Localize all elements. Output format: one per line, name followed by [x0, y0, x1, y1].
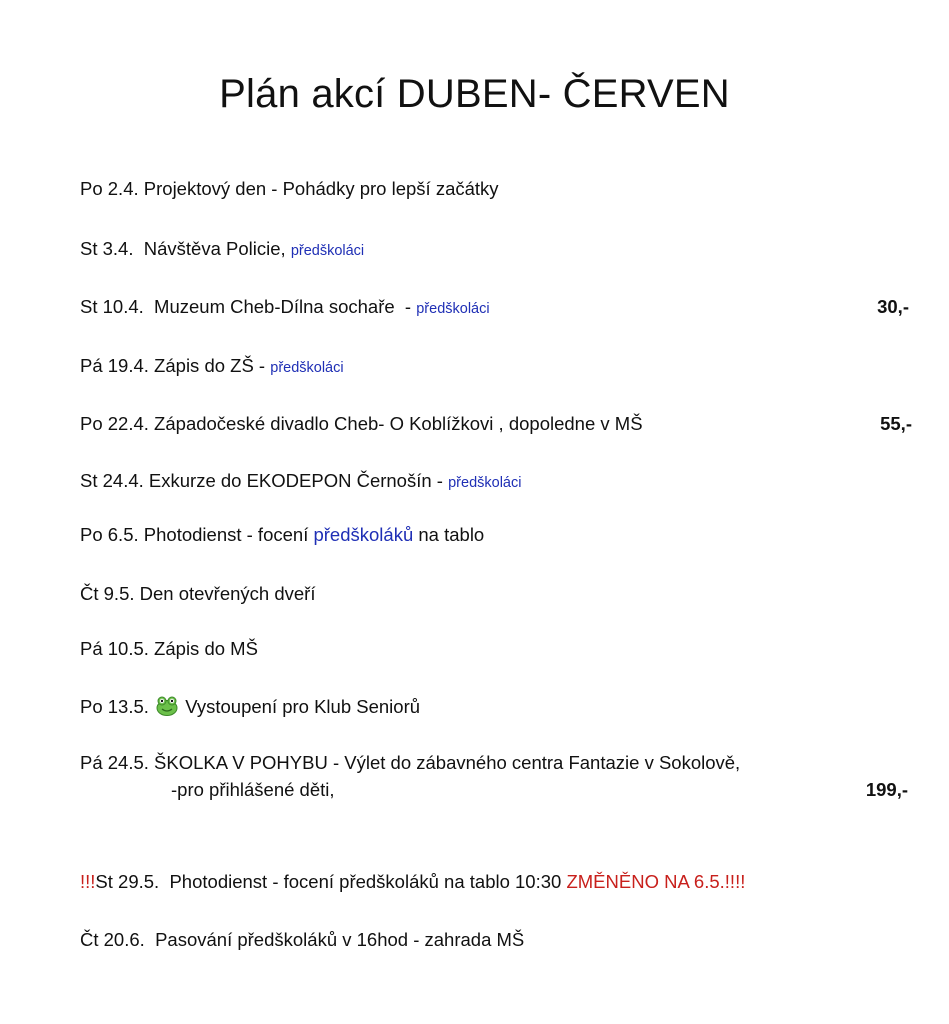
- event-date: Po 2.4.: [80, 178, 139, 199]
- event-row: [80, 871, 745, 893]
- event-tag: předškoláci: [270, 360, 344, 376]
- event-price: 55,-: [880, 413, 912, 434]
- event-text: Exkurze do EKODEPON Černošín -: [143, 470, 449, 491]
- event-text-after: na tablo: [413, 524, 485, 545]
- event-row: [80, 413, 643, 435]
- event-tag: předškoláků: [313, 524, 414, 545]
- event-row: [80, 524, 484, 546]
- event-alert: ZMĚNĚNO NA 6.5.!!!!: [566, 871, 746, 892]
- event-text: Muzeum Cheb-Dílna sochaře -: [143, 296, 417, 317]
- event-row: [80, 929, 524, 951]
- event-prefix: !!!: [80, 871, 96, 892]
- event-text: Západočeské divadlo Cheb- O Koblížkovi , dopoledne v MŠ: [148, 413, 643, 434]
- event-row: [80, 638, 258, 660]
- event-date: Pá 19.4.: [80, 355, 149, 376]
- event-subline: -pro přihlášené děti,: [171, 779, 335, 800]
- event-price: 199,-: [865, 779, 908, 800]
- event-row: [80, 583, 315, 605]
- event-text: Zápis do MŠ: [148, 638, 258, 659]
- page-title: Plán akcí DUBEN- ČERVEN: [219, 72, 730, 116]
- event-text: ŠKOLKA V POHYBU - Výlet do zábavného centra Fantazie v Sokolově,: [148, 752, 741, 773]
- event-date: Pá 10.5.: [80, 638, 149, 659]
- event-row: [80, 296, 490, 320]
- frog-icon: [156, 696, 178, 716]
- event-tag: předškoláci: [448, 475, 522, 491]
- event-row: [80, 696, 420, 718]
- event-text: Návštěva Policie,: [133, 238, 291, 259]
- event-date: Čt 20.6.: [80, 929, 145, 950]
- event-text: Projektový den - Pohádky pro lepší začátky: [138, 178, 499, 199]
- event-text: Vystoupení pro Klub Seniorů: [180, 696, 421, 717]
- event-date: Po 6.5.: [80, 524, 139, 545]
- event-tag: předškoláci: [416, 301, 490, 317]
- event-tag: předškoláci: [290, 243, 365, 259]
- event-date: St 24.4.: [80, 470, 144, 491]
- event-row: [80, 178, 499, 200]
- event-text: Den otevřených dveří: [134, 583, 316, 604]
- event-text: Pasování předškoláků v 16hod - zahrada MŠ: [144, 929, 525, 950]
- event-text: Zápis do ZŠ -: [148, 355, 271, 376]
- event-date: Po 22.4.: [80, 413, 149, 434]
- event-text: Photodienst - focení: [138, 524, 314, 545]
- event-row: [80, 238, 364, 262]
- event-row: [80, 355, 344, 379]
- event-text: Photodienst - focení předškoláků na tablo 10:30: [159, 871, 567, 892]
- event-date: Pá 24.5.: [80, 752, 149, 773]
- event-price: 30,-: [877, 296, 909, 317]
- event-date: St 3.4.: [80, 238, 134, 259]
- event-date: St 10.4.: [80, 296, 144, 317]
- event-row: [80, 752, 740, 774]
- event-row: [80, 470, 521, 494]
- event-date: Po 13.5.: [80, 696, 149, 717]
- event-date: Čt 9.5.: [80, 583, 135, 604]
- event-date: St 29.5.: [95, 871, 160, 892]
